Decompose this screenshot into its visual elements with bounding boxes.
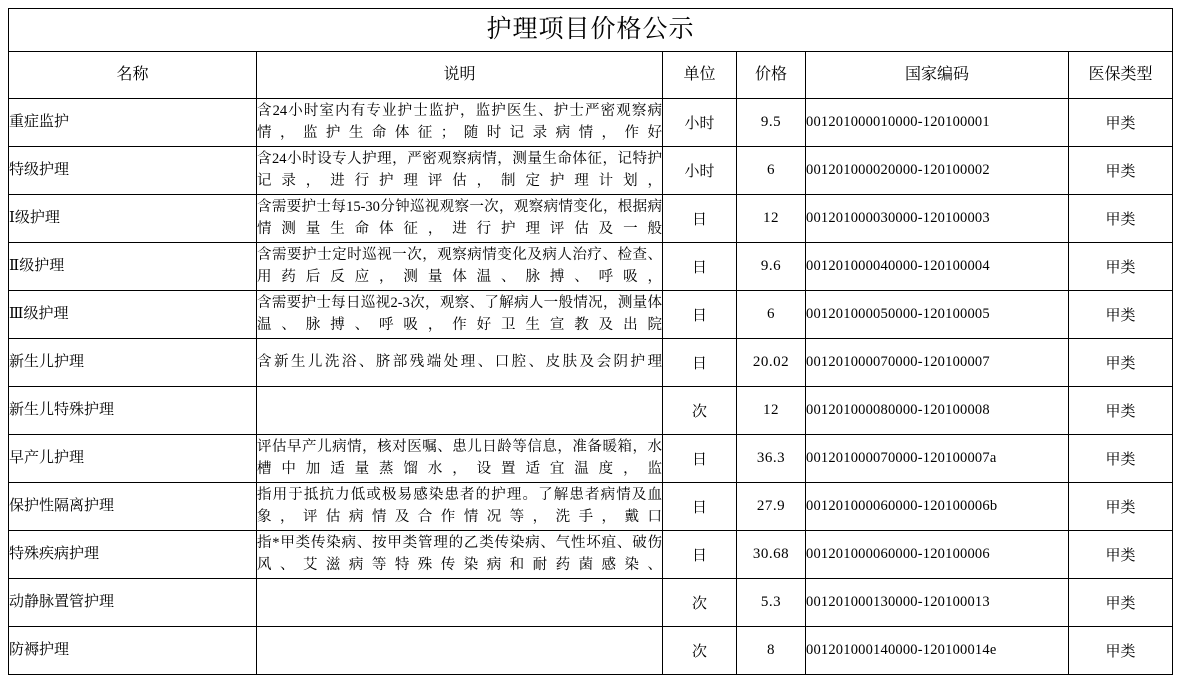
cell-price: 12 [737,387,806,435]
cell-description: 含24小时室内有专业护士监护，监护医生、护士严密观察病情，监护生命体征；随时记录病情，作好 [257,99,663,147]
column-header-unit: 单位 [663,52,737,99]
cell-insurance-type: 甲类 [1069,195,1173,243]
cell-national-code: 001201000010000-120100001 [806,99,1069,147]
cell-unit: 小时 [663,99,737,147]
cell-unit: 次 [663,627,737,675]
cell-national-code: 001201000020000-120100002 [806,147,1069,195]
cell-insurance-type: 甲类 [1069,579,1173,627]
cell-unit: 日 [663,195,737,243]
cell-description: 含需要护士每15-30分钟巡视观察一次，观察病情变化，根据病情测量生命体征，进行护理评估及一般 [257,195,663,243]
table-body [9,99,1173,675]
column-header-price: 价格 [737,52,806,99]
cell-description: 含需要护士定时巡视一次，观察病情变化及病人治疗、检查、用药后反应，测量体温、脉搏、呼吸， [257,243,663,291]
cell-national-code: 001201000080000-120100008 [806,387,1069,435]
cell-insurance-type: 甲类 [1069,291,1173,339]
cell-description: 评估早产儿病情，核对医嘱、患儿日龄等信息，准备暖箱，水槽中加适量蒸馏水，设置适宜温度，监 [257,435,663,483]
cell-name: 重症监护 [9,99,257,147]
cell-price: 12 [737,195,806,243]
cell-name: 保护性隔离护理 [9,483,257,531]
cell-insurance-type: 甲类 [1069,627,1173,675]
table-row [9,531,1173,579]
cell-name: 特殊疾病护理 [9,531,257,579]
cell-insurance-type: 甲类 [1069,387,1173,435]
nursing-price-table [8,8,1173,675]
cell-price: 6 [737,147,806,195]
page-title: 护理项目价格公示 [9,9,1173,52]
cell-description: 含24小时设专人护理，严密观察病情，测量生命体征，记特护记录，进行护理评估，制定护理计划， [257,147,663,195]
cell-insurance-type: 甲类 [1069,435,1173,483]
cell-national-code: 001201000070000-120100007 [806,339,1069,387]
cell-description: 指用于抵抗力低或极易感染患者的护理。了解患者病情及血象，评估病情及合作情况等，洗手，戴口 [257,483,663,531]
cell-unit: 日 [663,483,737,531]
table-header [9,9,1173,99]
cell-description: 含新生儿洗浴、脐部残端处理、口腔、皮肤及会阴护理 [257,339,663,387]
cell-description: 指*甲类传染病、按甲类管理的乙类传染病、气性坏疽、破伤风、艾滋病等特殊传染病和耐药菌感染、 [257,531,663,579]
cell-name: 特级护理 [9,147,257,195]
cell-unit: 日 [663,339,737,387]
cell-price: 5.3 [737,579,806,627]
cell-price: 36.3 [737,435,806,483]
cell-name: 新生儿护理 [9,339,257,387]
table-row [9,387,1173,435]
cell-national-code: 001201000140000-120100014e [806,627,1069,675]
table-row [9,99,1173,147]
cell-price: 8 [737,627,806,675]
table-row [9,483,1173,531]
cell-national-code: 001201000060000-120100006b [806,483,1069,531]
table-row [9,195,1173,243]
table-row [9,627,1173,675]
cell-insurance-type: 甲类 [1069,99,1173,147]
cell-name: 新生儿特殊护理 [9,387,257,435]
cell-price: 9.5 [737,99,806,147]
cell-price: 27.9 [737,483,806,531]
table-row [9,243,1173,291]
cell-national-code: 001201000040000-120100004 [806,243,1069,291]
cell-unit: 日 [663,243,737,291]
cell-insurance-type: 甲类 [1069,531,1173,579]
table-row [9,579,1173,627]
cell-insurance-type: 甲类 [1069,147,1173,195]
cell-price: 20.02 [737,339,806,387]
cell-name: Ⅲ级护理 [9,291,257,339]
cell-description: 含需要护士每日巡视2-3次，观察、了解病人一般情况，测量体温、脉搏、呼吸，作好卫生宣教及出院 [257,291,663,339]
table-row [9,339,1173,387]
cell-insurance-type: 甲类 [1069,243,1173,291]
cell-price: 9.6 [737,243,806,291]
cell-national-code: 001201000030000-120100003 [806,195,1069,243]
cell-name: Ⅱ级护理 [9,243,257,291]
cell-name: Ⅰ级护理 [9,195,257,243]
column-header-row [9,52,1173,99]
table-row [9,147,1173,195]
cell-national-code: 001201000070000-120100007a [806,435,1069,483]
cell-unit: 日 [663,435,737,483]
cell-description [257,579,663,627]
table-row [9,435,1173,483]
cell-unit: 次 [663,579,737,627]
cell-unit: 日 [663,531,737,579]
cell-price: 6 [737,291,806,339]
cell-unit: 次 [663,387,737,435]
cell-name: 防褥护理 [9,627,257,675]
column-header-type: 医保类型 [1069,52,1173,99]
cell-description [257,387,663,435]
cell-insurance-type: 甲类 [1069,483,1173,531]
column-header-name: 名称 [9,52,257,99]
cell-name: 早产儿护理 [9,435,257,483]
cell-price: 30.68 [737,531,806,579]
cell-description [257,627,663,675]
cell-unit: 日 [663,291,737,339]
cell-national-code: 001201000050000-120100005 [806,291,1069,339]
cell-unit: 小时 [663,147,737,195]
column-header-desc: 说明 [257,52,663,99]
table-row [9,291,1173,339]
title-row [9,9,1173,52]
column-header-code: 国家编码 [806,52,1069,99]
cell-insurance-type: 甲类 [1069,339,1173,387]
cell-name: 动静脉置管护理 [9,579,257,627]
cell-national-code: 001201000060000-120100006 [806,531,1069,579]
cell-national-code: 001201000130000-120100013 [806,579,1069,627]
